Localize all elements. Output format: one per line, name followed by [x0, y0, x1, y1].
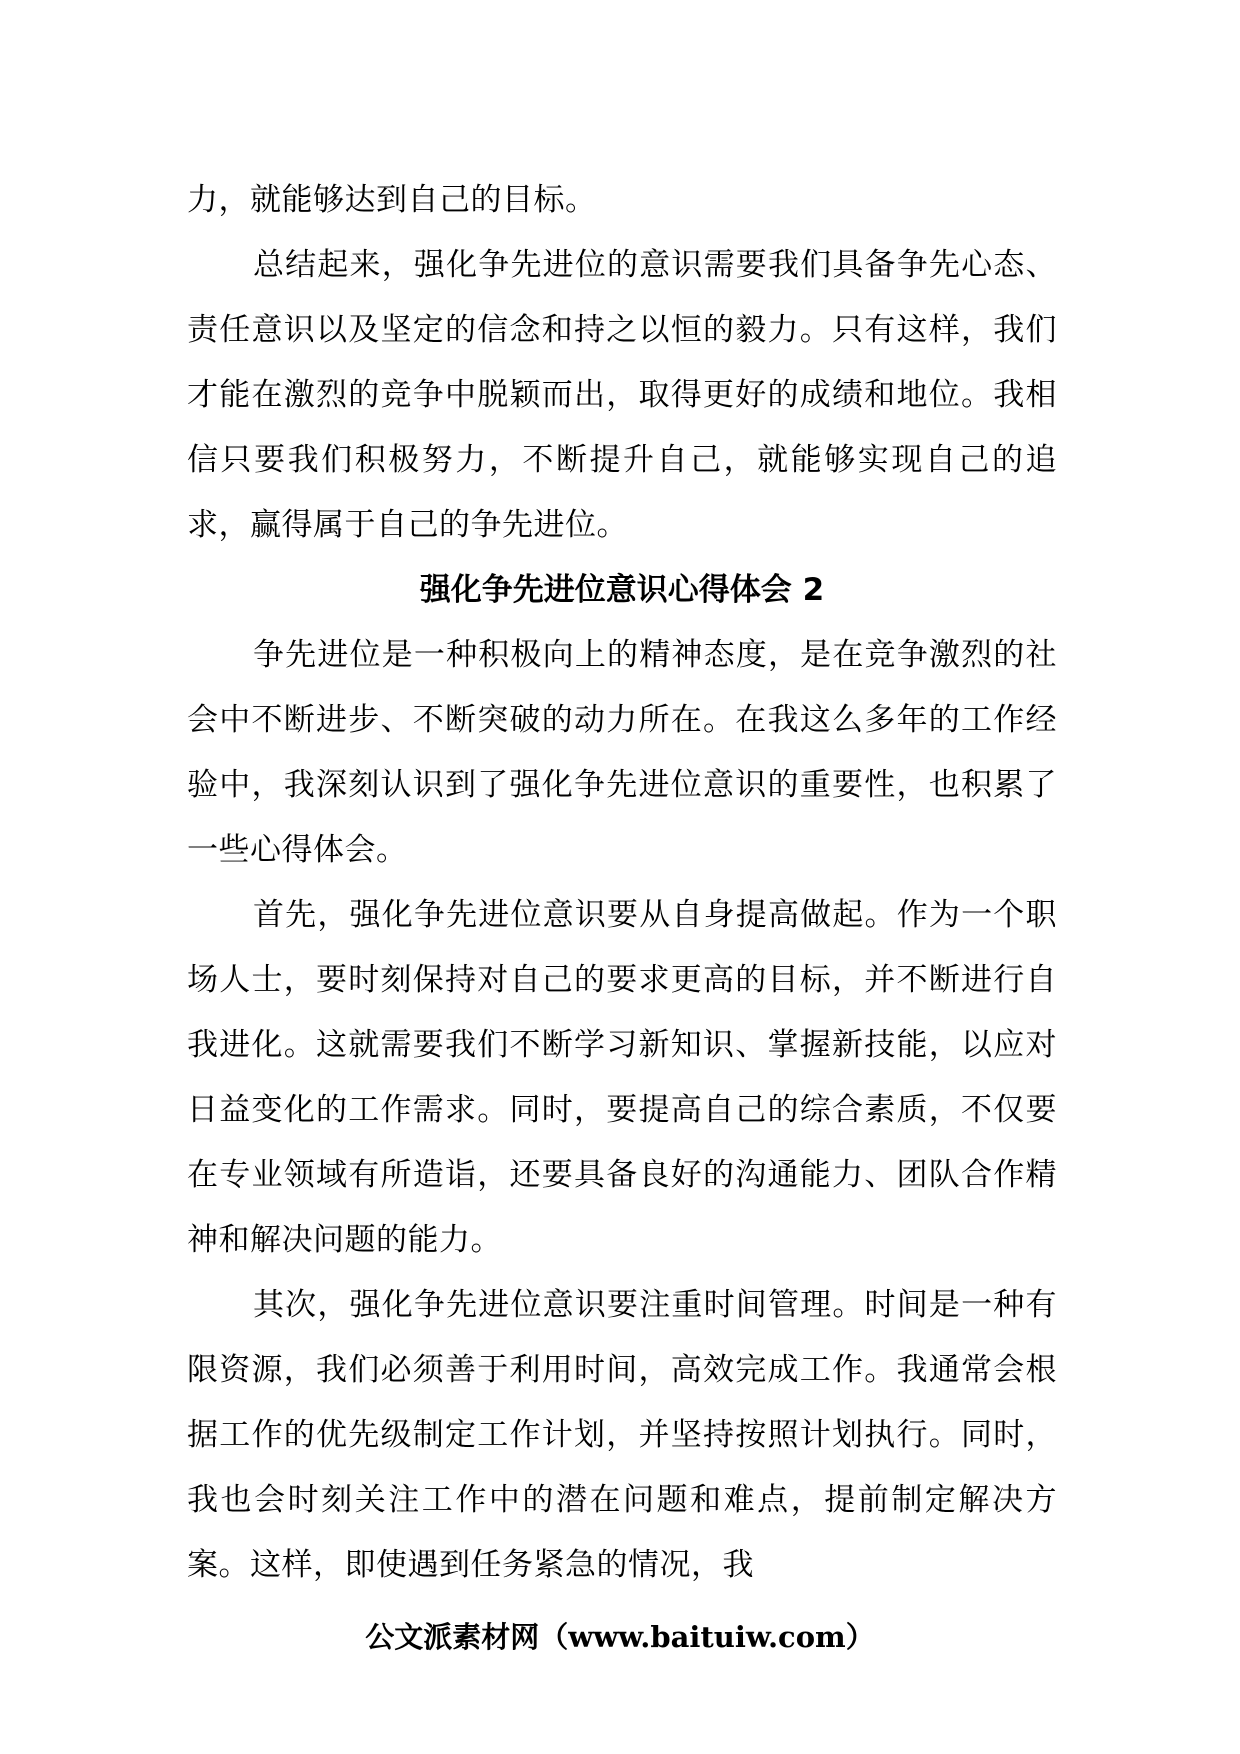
document-body	[187, 168, 1057, 1598]
paragraph-intro: 争先进位是一种积极向上的精神态度，是在竞争激烈的社会中不断进步、不断突破的动力所在。在我这么多年的工作经验中，我深刻认识到了强化争先进位意识的重要性，也积累了一些心得体会。	[187, 637, 1057, 868]
paragraph-second-point: 其次，强化争先进位意识要注重时间管理。时间是一种有限资源，我们必须善于利用时间，高效完成工作。我通常会根据工作的优先级制定工作计划，并坚持按照计划执行。同时，我也会时刻关注工作中的潜在问题和难点，提前制定解决方案。这样，即使遇到任务紧急的情况，我	[187, 1287, 1057, 1583]
paragraph-summary: 总结起来，强化争先进位的意识需要我们具备争先心态、责任意识以及坚定的信念和持之以恒的毅力。只有这样，我们才能在激烈的竞争中脱颖而出，取得更好的成绩和地位。我相信只要我们积极努力，不断提升自己，就能够实现自己的追求，赢得属于自己的争先进位。	[187, 247, 1057, 543]
paragraph-continuation: 力，就能够达到自己的目标。	[187, 182, 597, 218]
paragraph-first-point: 首先，强化争先进位意识要从自身提高做起。作为一个职场人士，要时刻保持对自己的要求更高的目标，并不断进行自我进化。这就需要我们不断学习新知识、掌握新技能，以应对日益变化的工作需求。同时，要提高自己的综合素质，不仅要在专业领域有所造诣，还要具备良好的沟通能力、团队合作精神和解决问题的能力。	[187, 897, 1057, 1258]
page-footer: 公文派素材网（www.baituiw.com）	[365, 1620, 875, 1654]
section-heading: 强化争先进位意识心得体会 2	[419, 572, 825, 608]
